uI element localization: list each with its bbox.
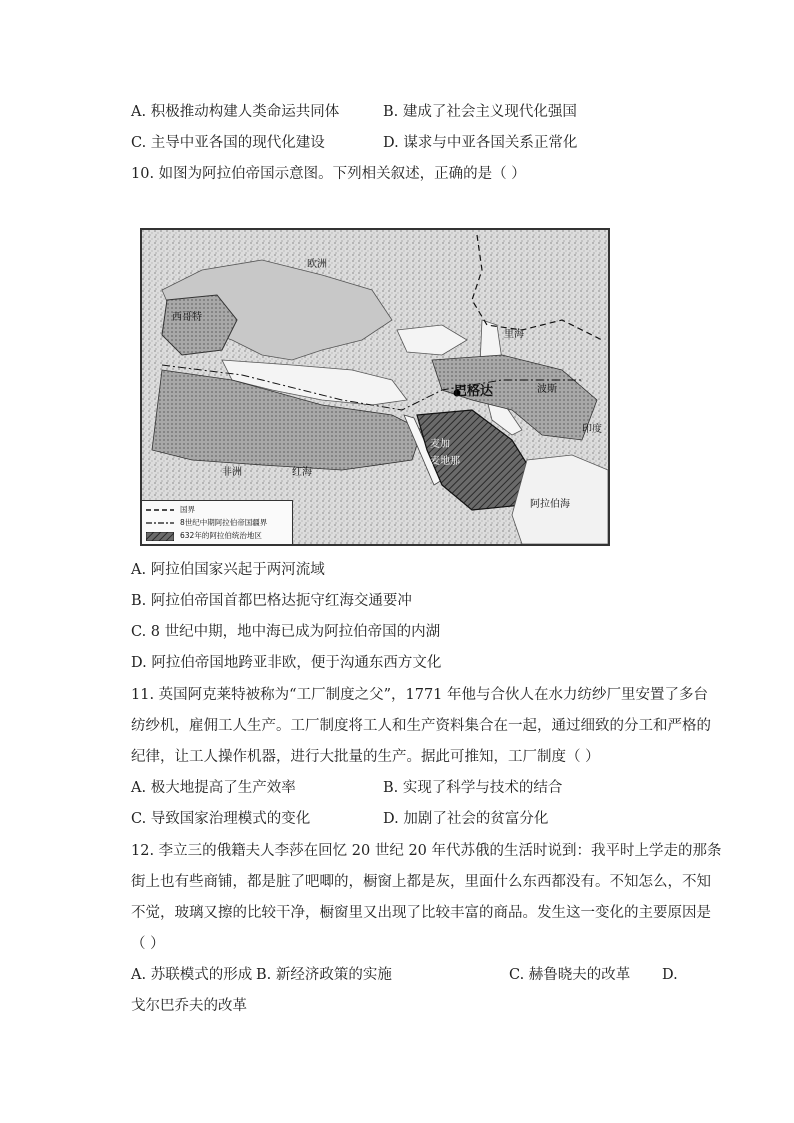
q12-option-d-text: 戈尔巴乔夫的改革 <box>131 998 247 1014</box>
q12-option-d-label: D. <box>662 967 678 983</box>
q10-stem: 10. 如图为阿拉伯帝国示意图。下列相关叙述，正确的是（ ） <box>131 166 526 182</box>
q12-stem-line1: 12. 李立三的俄籍夫人李莎在回忆 20 世纪 20 年代苏俄的生活时说到：我平时上学走的那条 <box>131 843 722 859</box>
label-mecca: 麦加 <box>430 439 450 450</box>
q12-stem-line3: 不觉，玻璃又擦的比较干净，橱窗里又出现了比较丰富的商品。发生这一变化的主要原因是 <box>131 905 711 921</box>
dashdot-line-icon <box>146 520 174 526</box>
legend-row-empire-border <box>146 517 267 530</box>
label-india: 印度 <box>582 424 602 435</box>
q11-option-c: C. 导致国家治理模式的变化 <box>131 811 311 827</box>
q12-option-a: A. 苏联模式的形成 <box>131 967 253 983</box>
q9-option-c: C. 主导中亚各国的现代化建设 <box>131 135 325 151</box>
q10-option-c: C. 8 世纪中期，地中海已成为阿拉伯帝国的内湖 <box>131 624 441 640</box>
q10-option-a: A. 阿拉伯国家兴起于两河流域 <box>131 562 325 578</box>
arab-empire-map <box>140 228 610 546</box>
legend-text: 国界 <box>180 505 195 514</box>
q12-option-b: B. 新经济政策的实施 <box>256 967 392 983</box>
label-west-region: 西哥特 <box>172 312 202 323</box>
q12-option-c: C. 赫鲁晓夫的改革 <box>509 967 631 983</box>
legend-text: 8世纪中期阿拉伯帝国疆界 <box>180 518 268 527</box>
q9-option-b: B. 建成了社会主义现代化强国 <box>383 104 577 120</box>
q11-option-b: B. 实现了科学与技术的结合 <box>383 780 563 796</box>
label-africa: 非洲 <box>222 467 242 478</box>
legend-row-border <box>146 504 195 517</box>
map-legend <box>142 500 293 545</box>
q9-option-d: D. 谋求与中亚各国关系正常化 <box>383 135 578 151</box>
q11-stem-line2: 纺纱机，雇佣工人生产。工厂制度将工人和生产资料集合在一起，通过细致的分工和严格的 <box>131 718 711 734</box>
legend-text: 632年的阿拉伯统治地区 <box>180 531 262 540</box>
q11-option-a: A. 极大地提高了生产效率 <box>131 780 296 796</box>
label-europe: 欧洲 <box>307 259 327 270</box>
q12-stem-line4: （ ） <box>131 936 165 952</box>
label-caspian: 里海 <box>504 329 524 340</box>
dashed-line-icon <box>146 507 174 513</box>
label-medina: 麦地那 <box>430 456 460 467</box>
hatched-area-icon <box>146 532 174 541</box>
q10-option-d: D. 阿拉伯帝国地跨亚非欧，便于沟通东西方文化 <box>131 655 442 671</box>
q9-option-a: A. 积极推动构建人类命运共同体 <box>131 104 340 120</box>
label-baghdad: 巴格达 <box>454 384 494 399</box>
q12-stem-line2: 街上也有些商铺，都是脏了吧唧的，橱窗上都是灰，里面什么东西都没有。不知怎么，不知 <box>131 874 711 890</box>
q10-option-b: B. 阿拉伯帝国首都巴格达扼守红海交通要冲 <box>131 593 412 609</box>
legend-row-632-area <box>146 530 262 543</box>
label-persia: 波斯 <box>537 384 557 395</box>
q11-stem-line3: 纪律，让工人操作机器，进行大批量的生产。据此可推知，工厂制度（ ） <box>131 749 600 765</box>
label-arabian-sea: 阿拉伯海 <box>530 499 570 510</box>
q11-stem-line1: 11. 英国阿克莱特被称为“工厂制度之父”，1771 年他与合伙人在水力纺纱厂里安置了多台 <box>131 687 709 703</box>
q11-option-d: D. 加剧了社会的贫富分化 <box>383 811 549 827</box>
label-red-sea: 红海 <box>292 467 312 478</box>
